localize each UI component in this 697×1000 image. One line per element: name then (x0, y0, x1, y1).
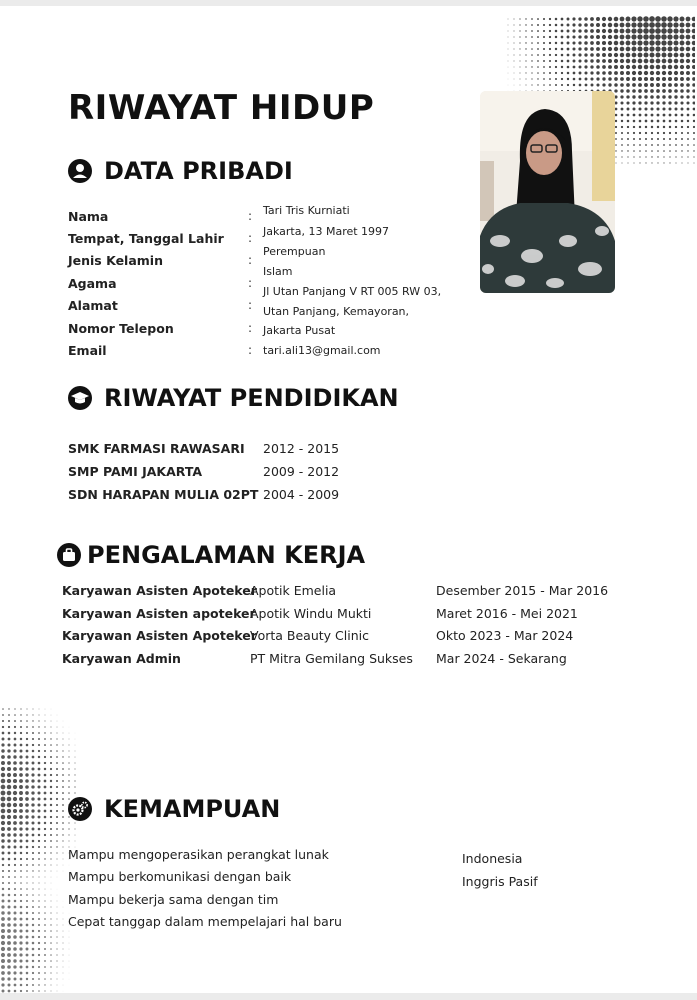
colon: : (248, 276, 253, 290)
work-role: Karyawan Asisten Apoteker (62, 583, 257, 598)
education-school: SMP PAMI JAKARTA (68, 464, 203, 479)
work-role: Karyawan Asisten apoteker (62, 606, 256, 621)
field-value-name: Tari Tris Kurniati (263, 204, 350, 217)
field-label-gender: Jenis Kelamin (68, 253, 163, 268)
graduation-cap-icon (68, 386, 92, 410)
field-value-religion: Islam (263, 265, 293, 278)
personal-data-heading (68, 157, 293, 185)
education-school: SDN HARAPAN MULIA 02PT (68, 487, 259, 502)
colon: : (248, 253, 253, 267)
field-value-address-line1: Jl Utan Panjang V RT 005 RW 03, (263, 285, 442, 298)
section-title: DATA PRIBADI (104, 157, 293, 185)
skill-item: Mampu mengoperasikan perangkat lunak (68, 847, 329, 862)
section-title: RIWAYAT PENDIDIKAN (104, 384, 399, 412)
colon: : (248, 321, 253, 335)
work-company: Apotik Emelia (250, 583, 337, 598)
language-item: Indonesia (462, 851, 523, 866)
briefcase-icon (57, 543, 81, 567)
work-period: Okto 2023 - Mar 2024 (436, 628, 574, 643)
profile-photo (480, 91, 615, 293)
page-title: RIWAYAT HIDUP (68, 88, 375, 128)
colon: : (248, 209, 253, 223)
section-title: KEMAMPUAN (104, 795, 281, 823)
section-title: PENGALAMAN KERJA (87, 541, 366, 569)
field-value-birth: Jakarta, 13 Maret 1997 (263, 225, 390, 238)
education-years: 2009 - 2012 (263, 464, 340, 479)
field-value-gender: Perempuan (263, 245, 326, 258)
field-value-address-line2: Utan Panjang, Kemayoran, (263, 305, 410, 318)
work-role: Karyawan Asisten Apoteker (62, 628, 257, 643)
colon: : (248, 298, 253, 312)
skill-item: Mampu berkomunikasi dengan baik (68, 869, 292, 884)
education-years: 2004 - 2009 (263, 487, 340, 502)
work-company: Apotik Windu Mukti (250, 606, 372, 621)
colon: : (248, 343, 253, 357)
work-role: Karyawan Admin (62, 651, 181, 666)
work-experience-heading (57, 541, 365, 569)
skills-heading (68, 795, 280, 823)
gear-icon (68, 797, 92, 821)
field-label-email: Email (68, 343, 107, 358)
language-item: Inggris Pasif (462, 874, 538, 889)
user-circle-icon (68, 159, 92, 183)
education-school: SMK FARMASI RAWASARI (68, 441, 245, 456)
education-years: 2012 - 2015 (263, 441, 340, 456)
work-company: Vorta Beauty Clinic (250, 628, 369, 643)
field-label-address: Alamat (68, 298, 118, 313)
work-period: Desember 2015 - Mar 2016 (436, 583, 609, 598)
work-period: Mar 2024 - Sekarang (436, 651, 567, 666)
work-period: Maret 2016 - Mei 2021 (436, 606, 578, 621)
field-label-phone: Nomor Telepon (68, 321, 174, 336)
field-value-email: tari.ali13@gmail.com (263, 344, 381, 357)
resume-page (0, 6, 697, 993)
skill-item: Cepat tanggap dalam mempelajari hal baru (68, 914, 342, 929)
colon: : (248, 231, 253, 245)
education-heading (68, 384, 399, 412)
field-value-address-line3: Jakarta Pusat (263, 324, 336, 337)
field-label-religion: Agama (68, 276, 117, 291)
work-company: PT Mitra Gemilang Sukses (250, 651, 413, 666)
skill-item: Mampu bekerja sama dengan tim (68, 892, 279, 907)
field-label-birth: Tempat, Tanggal Lahir (68, 231, 224, 246)
field-label-name: Nama (68, 209, 109, 224)
